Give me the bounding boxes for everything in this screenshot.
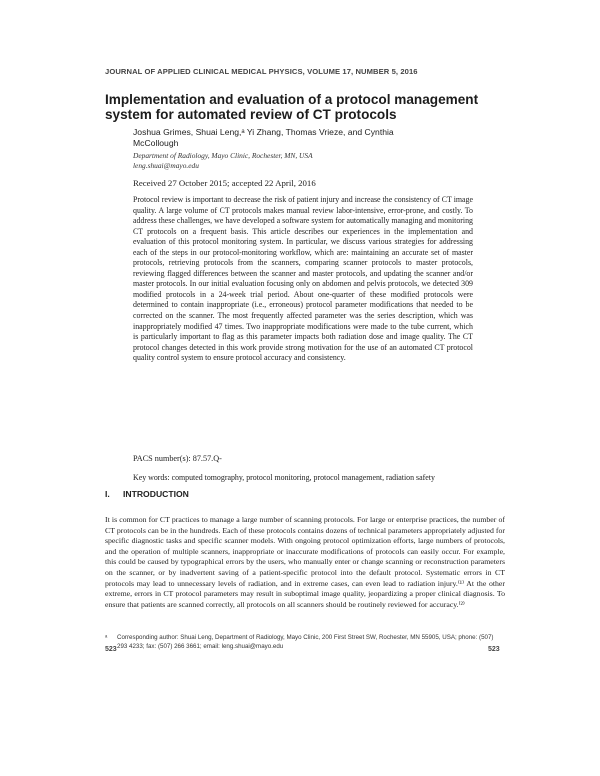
section-number: I. bbox=[105, 489, 110, 499]
footnote-text: Corresponding author: Shuai Leng, Department of Radiology, Mayo Clinic, 200 First Street SW, Rochester, MN 55905, USA; phone: (507) 293 4233; fax: (507) 266 3661; email: leng.shuai@mayo.edu bbox=[117, 634, 494, 650]
section-heading bbox=[105, 489, 189, 499]
page-number-right: 523 bbox=[488, 646, 500, 653]
author-email: leng.shuai@mayo.edu bbox=[133, 160, 199, 170]
affiliation: Department of Radiology, Mayo Clinic, Rochester, MN, USA bbox=[133, 151, 313, 160]
introduction-text: It is common for CT practices to manage a large number of scanning protocols. For large or enterprise practices, the number of CT protocols can be in the hundreds. Each of these protocols contains dozens of technical parameters appropriately adjusted for specific diagnostic tasks and specific scanner models. With ongoing protocol optimization efforts, large numbers of protocols, and the operation of multiple scanners, inappropriate or inaccurate modifications of protocols can easily occur. For example, this could be caused by typographical errors by the users, who manually enter or change scanning or reconstruction parameters on the scanner, or by inadvertent saving of a patient-specific protocol into the default protocol. Systematic errors in CT protocols may lead to unnecessary levels of radiation, and in extreme cases, can even lead to radiation injury.⁽¹⁾ At the other extreme, errors in CT protocol parameters may result in suboptimal image quality, jeopardizing a proper clinical diagnosis. To ensure that patients are scanned correctly, all protocols on all scanners should be routinely reviewed for accuracy.⁽²⁾ bbox=[105, 515, 505, 609]
journal-header: JOURNAL OF APPLIED CLINICAL MEDICAL PHYSICS, VOLUME 17, NUMBER 5, 2016 bbox=[105, 67, 418, 76]
page-number-left: 523 bbox=[105, 646, 117, 653]
received-date: Received 27 October 2015; accepted 22 April, 2016 bbox=[133, 178, 316, 188]
pacs-numbers: PACS number(s): 87.57.Q- bbox=[133, 454, 222, 463]
author-list: Joshua Grimes, Shuai Leng,ᵃ Yi Zhang, Thomas Vrieze, and Cynthia McCollough bbox=[133, 127, 394, 148]
keywords: Key words: computed tomography, protocol monitoring, protocol management, radiation safety bbox=[133, 473, 435, 482]
paper-title: Implementation and evaluation of a protocol management system for automated review of CT protocols bbox=[105, 92, 479, 122]
footnote-mark: ᵃ bbox=[105, 634, 108, 641]
footnote bbox=[105, 633, 505, 651]
abstract: Protocol review is important to decrease the risk of patient injury and increase the consistency of CT image quality. A large volume of CT protocols makes manual review labor-intensive, error-prone, and costly. To address these challenges, we have developed a software system for automatically managing and monitoring CT protocols on a frequent basis. This article describes our experiences in the implementation and evaluation of this protocol monitoring system. In particular, we discuss various strategies for addressing each of the steps in our protocol-monitoring workflow, which are: maintaining an accurate set of master protocols, retrieving protocols from the scanners, comparing scanner protocols to master protocols, reviewing flagged differences between the scanner and master protocols, and updating the scanner and/or master protocols. In our initial evaluation focusing only on abdomen and pelvis protocols, we detected 309 modified protocols in a 24-week trial period. About one-quarter of these modified protocols were determined to contain inappropriate (i.e., erroneous) protocol parameter modifications that needed to be corrected on the scanner. The most frequently affected parameter was the series description, which was inappropriately modified 47 times. Two inappropriate modifications were made to the tube current, which is particularly important to flag as this parameter impacts both radiation dose and image quality. The CT protocol changes detected in this work provide strong motivation for the use of an automated CT protocol quality control system to ensure protocol accuracy and consistency. bbox=[133, 195, 473, 363]
section-title: INTRODUCTION bbox=[123, 489, 189, 499]
affiliation-block bbox=[133, 151, 453, 170]
